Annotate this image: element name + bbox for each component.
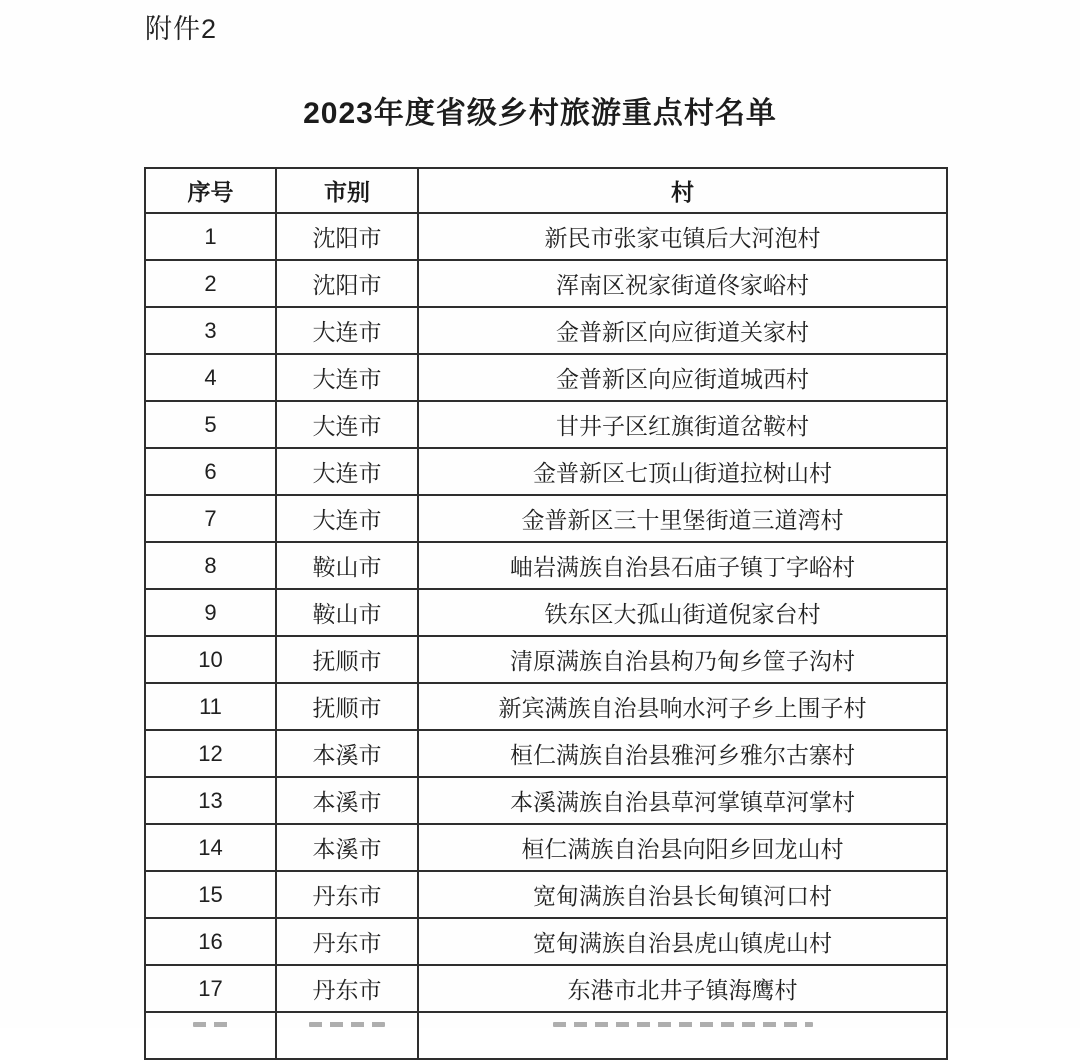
village-cell: 桓仁满族自治县雅河乡雅尔古寨村 <box>418 730 947 777</box>
table-row <box>145 213 947 260</box>
table-row <box>145 260 947 307</box>
city-cell: 丹东市 <box>276 965 418 1012</box>
village-cell: 岫岩满族自治县石庙子镇丁字峪村 <box>418 542 947 589</box>
table-row <box>145 307 947 354</box>
row-number-cell: 16 <box>145 918 276 965</box>
table-body <box>145 213 947 1059</box>
illegible-text-smudge <box>309 1022 385 1027</box>
document-title: 2023年度省级乡村旅游重点村名单 <box>303 97 777 130</box>
table-row <box>145 354 947 401</box>
row-number-cell: 6 <box>145 448 276 495</box>
table-row <box>145 730 947 777</box>
column-header-no: 序号 <box>145 168 276 213</box>
village-cell: 东港市北井子镇海鹰村 <box>418 965 947 1012</box>
row-number-cell: 11 <box>145 683 276 730</box>
city-cell: 本溪市 <box>276 824 418 871</box>
city-cell: 大连市 <box>276 448 418 495</box>
village-cell: 铁东区大孤山街道倪家台村 <box>418 589 947 636</box>
city-cell: 抚顺市 <box>276 683 418 730</box>
table-row <box>145 448 947 495</box>
village-cell: 甘井子区红旗街道岔鞍村 <box>418 401 947 448</box>
village-cell-clipped <box>418 1012 947 1059</box>
row-number-cell: 5 <box>145 401 276 448</box>
village-cell: 清原满族自治县枸乃甸乡筐子沟村 <box>418 636 947 683</box>
column-header-village: 村 <box>418 168 947 213</box>
city-cell: 丹东市 <box>276 871 418 918</box>
village-cell: 金普新区向应街道关家村 <box>418 307 947 354</box>
table-row <box>145 918 947 965</box>
row-number-cell-clipped <box>145 1012 276 1059</box>
city-cell: 鞍山市 <box>276 542 418 589</box>
column-header-city: 市别 <box>276 168 418 213</box>
row-number-cell: 3 <box>145 307 276 354</box>
table-row-partial-clipped <box>145 1012 947 1059</box>
village-cell: 本溪满族自治县草河掌镇草河掌村 <box>418 777 947 824</box>
illegible-text-smudge <box>193 1022 229 1027</box>
village-cell: 宽甸满族自治县长甸镇河口村 <box>418 871 947 918</box>
city-cell: 沈阳市 <box>276 260 418 307</box>
village-cell: 桓仁满族自治县向阳乡回龙山村 <box>418 824 947 871</box>
city-cell: 丹东市 <box>276 918 418 965</box>
row-number-cell: 15 <box>145 871 276 918</box>
row-number-cell: 2 <box>145 260 276 307</box>
table-row <box>145 824 947 871</box>
city-cell: 本溪市 <box>276 777 418 824</box>
illegible-text-smudge <box>553 1022 813 1027</box>
table-row <box>145 542 947 589</box>
row-number-cell: 7 <box>145 495 276 542</box>
city-cell: 大连市 <box>276 354 418 401</box>
city-cell: 本溪市 <box>276 730 418 777</box>
row-number-cell: 9 <box>145 589 276 636</box>
city-cell: 大连市 <box>276 495 418 542</box>
village-table <box>144 167 948 1060</box>
row-number-cell: 17 <box>145 965 276 1012</box>
row-number-cell: 8 <box>145 542 276 589</box>
table-row <box>145 777 947 824</box>
village-cell: 金普新区七顶山街道拉树山村 <box>418 448 947 495</box>
table-row <box>145 401 947 448</box>
row-number-cell: 4 <box>145 354 276 401</box>
attachment-label: 附件2 <box>145 14 218 44</box>
village-cell: 浑南区祝家街道佟家峪村 <box>418 260 947 307</box>
row-number-cell: 1 <box>145 213 276 260</box>
table-header-row <box>145 168 947 213</box>
table-row <box>145 683 947 730</box>
village-cell: 金普新区向应街道城西村 <box>418 354 947 401</box>
table-row <box>145 495 947 542</box>
city-cell: 大连市 <box>276 401 418 448</box>
city-cell: 大连市 <box>276 307 418 354</box>
village-cell: 新宾满族自治县响水河子乡上围子村 <box>418 683 947 730</box>
village-cell: 金普新区三十里堡街道三道湾村 <box>418 495 947 542</box>
row-number-cell: 10 <box>145 636 276 683</box>
table-row <box>145 589 947 636</box>
table-row <box>145 965 947 1012</box>
city-cell: 鞍山市 <box>276 589 418 636</box>
city-cell: 沈阳市 <box>276 213 418 260</box>
city-cell: 抚顺市 <box>276 636 418 683</box>
village-cell: 新民市张家屯镇后大河泡村 <box>418 213 947 260</box>
row-number-cell: 14 <box>145 824 276 871</box>
city-cell-clipped <box>276 1012 418 1059</box>
row-number-cell: 12 <box>145 730 276 777</box>
table-row <box>145 636 947 683</box>
table-row <box>145 871 947 918</box>
village-cell: 宽甸满族自治县虎山镇虎山村 <box>418 918 947 965</box>
row-number-cell: 13 <box>145 777 276 824</box>
